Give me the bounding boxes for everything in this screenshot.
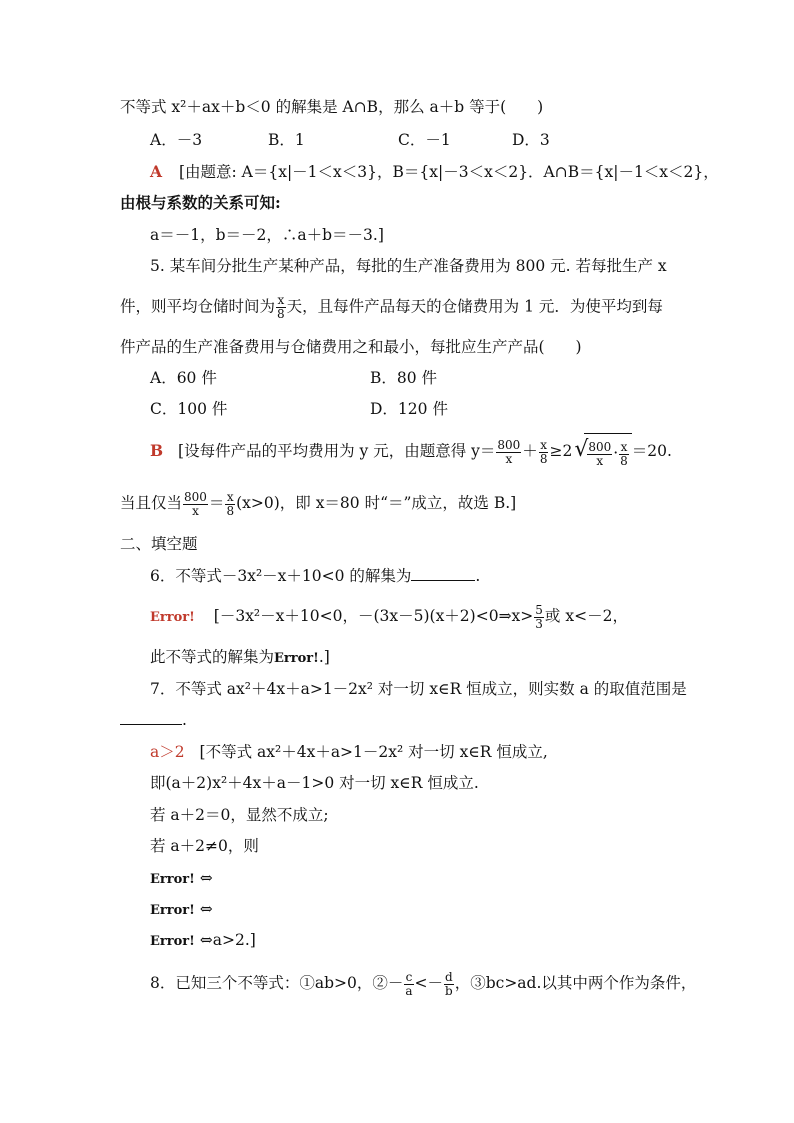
frac-num: 800 xyxy=(497,437,521,452)
q7-error: Error! xyxy=(150,934,195,949)
q5-stem-line3: 件产品的生产准备费用与仓储费用之和最小，每批应生产产品( ) xyxy=(120,338,582,356)
q7-solution-line1 xyxy=(150,742,548,762)
frac-num: x xyxy=(226,489,234,504)
q4-stem: 不等式 x²＋ax＋b＜0 的解集是 A∩B，那么 a＋b 等于( ) xyxy=(120,98,544,116)
frac-num: 800 xyxy=(588,439,612,454)
q5-stem-line2-a: 件，则平均仓储时间为 xyxy=(120,297,276,316)
q7-solution-line3: 若 a＋2＝0，显然不成立; xyxy=(150,806,329,824)
frac-800-over-x xyxy=(587,441,612,468)
frac-d-over-b xyxy=(444,971,454,998)
q8-stem xyxy=(150,965,696,1001)
q6-stem-text: 6．不等式－3x²－x＋10<0 的解集为 xyxy=(150,567,412,585)
q5-answer: B xyxy=(150,441,164,460)
q6-solution-line2 xyxy=(150,647,330,669)
frac-x-over-8 xyxy=(225,491,235,518)
q6-solution-text-a: [－3x²－x＋10<0，－(3x－5)(x＋2)<0⇒x> xyxy=(213,607,534,625)
q5-option-d: D．120 件 xyxy=(370,400,448,418)
equals-20: ＝20. xyxy=(631,442,672,460)
q7-error-line2 xyxy=(150,899,213,921)
q6-solution-line1 xyxy=(150,598,628,636)
geq-two: ≥2 xyxy=(549,442,573,460)
answer-blank xyxy=(120,710,182,725)
frac-num: 800 xyxy=(184,489,207,504)
frac-num: d xyxy=(445,969,453,984)
frac-num: x xyxy=(277,293,285,307)
q5-option-a: A．60 件 xyxy=(150,369,217,387)
dot: · xyxy=(613,444,619,462)
q7-stem-line1: 7．不等式 ax²＋4x＋a>1－2x² 对一切 x∈R 恒成立，则实数 a 的取值范围是 xyxy=(150,680,687,698)
frac-num: x xyxy=(620,439,628,454)
q4-option-d: D．3 xyxy=(512,131,550,149)
q7-solution-text: [不等式 ax²＋4x＋a>1－2x² 对一切 x∈R 恒成立, xyxy=(199,743,548,761)
frac-c-over-a xyxy=(404,971,413,998)
frac-800-over-x xyxy=(183,491,208,518)
q4-solution-line3: a＝－1，b＝－2，∴a＋b＝－3.] xyxy=(150,226,384,244)
q4-answer: A xyxy=(150,162,163,181)
q7-conclusion: ⇔a>2.] xyxy=(194,931,256,949)
frac-den: 8 xyxy=(620,453,628,468)
q7-stem-period: . xyxy=(182,711,187,729)
plus-sign: ＋ xyxy=(522,442,538,460)
q4-solution-text: [由题意: A＝{x|－1＜x＜3}，B＝{x|－3＜x＜2}．A∩B＝{x|－1＜x＜2}， xyxy=(178,163,719,181)
frac-den: x xyxy=(192,503,199,518)
frac-den: a xyxy=(405,983,413,998)
q8-text-a: 8．已知三个不等式：①ab>0，②－ xyxy=(150,974,404,992)
q5-solution-line2 xyxy=(120,485,516,521)
q5-stem-line2 xyxy=(120,294,663,321)
q5-fraction-x-over-8 xyxy=(276,294,286,321)
frac-num: x xyxy=(540,437,548,452)
q5-option-c: C．100 件 xyxy=(150,400,228,418)
frac-den: 8 xyxy=(226,503,235,518)
q6-stem-period: . xyxy=(475,567,481,585)
iff-symbol: ⇔ xyxy=(194,869,213,887)
q4-option-c: C．－1 xyxy=(398,131,451,149)
frac-den: 8 xyxy=(539,451,548,466)
square-root xyxy=(574,433,631,471)
q5-option-b: B．80 件 xyxy=(370,369,438,387)
q4-option-a: A．－3 xyxy=(150,131,203,149)
q6-stem xyxy=(150,566,480,586)
frac-den: 8 xyxy=(277,307,285,321)
q7-solution-line4: 若 a＋2≠0，则 xyxy=(150,837,259,855)
radicand xyxy=(584,433,631,471)
q5-solution-text-c: (x>0)，即 x＝80 时“＝”成立，故选 B.] xyxy=(236,494,517,512)
radical-sign: √ xyxy=(574,437,589,462)
frac-den: x xyxy=(505,451,513,466)
frac-den: x xyxy=(596,453,604,468)
frac-num: 5 xyxy=(535,602,543,617)
section-heading: 二、填空题 xyxy=(120,535,198,553)
q7-error: Error! xyxy=(150,872,195,887)
frac-x-over-8 xyxy=(539,439,549,466)
q8-text-b: ，③bc>ad.以其中两个作为条件， xyxy=(454,974,697,992)
q6-solution-text-d: .] xyxy=(318,648,330,666)
frac-x-over-8 xyxy=(619,441,629,468)
q7-answer: a＞2 xyxy=(150,743,185,761)
q6-error-answer: Error! xyxy=(150,610,195,625)
q6-error-inline: Error! xyxy=(274,651,319,666)
q5-stem-line2-b: 天，且每件产品每天的仓储费用为 1 元．为使平均到每 xyxy=(286,297,663,316)
q5-solution-text-a: [设每件产品的平均费用为 y 元，由题意得 y＝ xyxy=(178,442,496,460)
q5-solution-line1 xyxy=(150,433,672,471)
q7-error-line1 xyxy=(150,868,213,890)
q4-solution-line2: 由根与系数的关系可知: xyxy=(120,193,281,212)
q6-solution-text-c: 此不等式的解集为 xyxy=(150,648,275,666)
q7-solution-line2: 即(a＋2)x²＋4x＋a－1>0 对一切 x∈R 恒成立. xyxy=(150,774,479,792)
frac-den: 3 xyxy=(535,616,543,631)
q4-option-b: B．1 xyxy=(268,131,305,149)
frac-5-over-3 xyxy=(534,604,544,631)
frac-den: b xyxy=(445,983,453,998)
iff-symbol: ⇔ xyxy=(194,900,213,918)
q5-solution-text-b: 当且仅当 xyxy=(120,494,183,512)
equals-sign: ＝ xyxy=(208,494,225,512)
q5-stem-line1: 5. 某车间分批生产某种产品，每批的生产准备费用为 800 元. 若每批生产 x xyxy=(150,257,667,275)
q7-error: Error! xyxy=(150,903,195,918)
answer-blank xyxy=(411,566,475,581)
frac-800-over-x xyxy=(496,439,521,466)
q4-solution-line1 xyxy=(150,162,719,182)
q7-stem-line2 xyxy=(120,710,187,730)
less-than-minus: <－ xyxy=(414,974,444,992)
frac-num: c xyxy=(405,969,413,984)
q6-solution-text-b: 或 x<－2， xyxy=(544,607,628,625)
q7-error-line3 xyxy=(150,930,256,952)
